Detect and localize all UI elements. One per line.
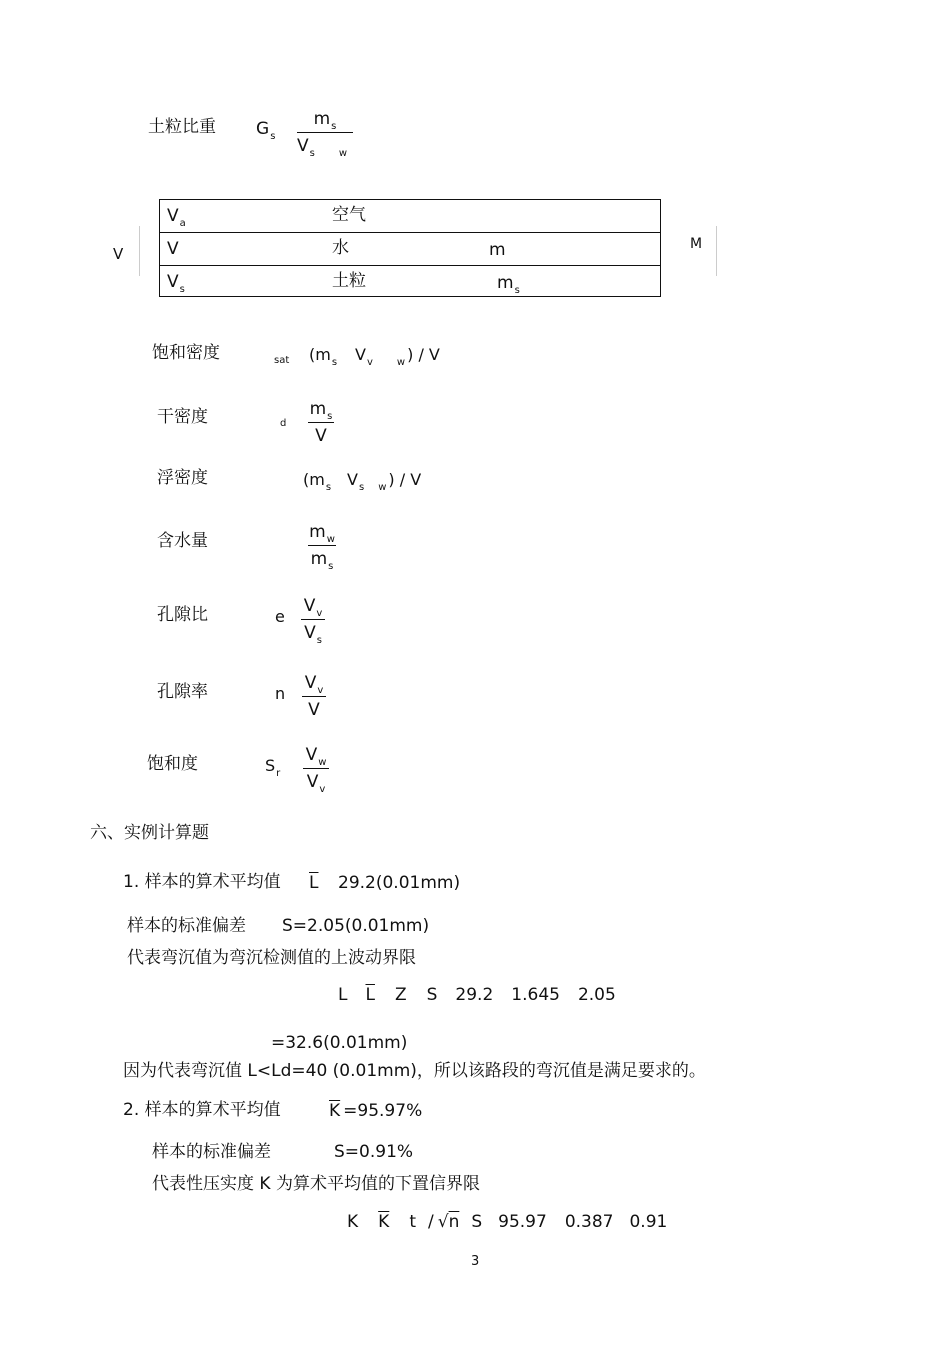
fraction-denominator: $V_s$ $_w$ bbox=[297, 136, 348, 159]
saturated-density-label: 饱和密度 bbox=[152, 343, 220, 363]
dry-density-label: 干密度 bbox=[157, 407, 208, 427]
fraction-numerator: $m_s$ bbox=[313, 109, 337, 132]
phase-row-water bbox=[160, 232, 660, 266]
mass-bracket bbox=[716, 226, 717, 276]
saturated-density-formula: ($m_s$ $V_v$ $_w$ ) / V bbox=[309, 345, 440, 368]
void-ratio-symbol: e bbox=[275, 607, 285, 626]
water-content-fraction: $m_w$ $m_s$ bbox=[309, 522, 335, 572]
dry-density-subscript: d bbox=[280, 418, 287, 429]
p2-equation: K $\overline{K}$ t / √n S 95.97 0.387 0.91 bbox=[347, 1212, 668, 1232]
dry-density-fraction: $m_s$ V bbox=[309, 399, 333, 446]
p2-definition: 代表性压实度 K 为算术平均值的下置信界限 bbox=[152, 1174, 480, 1194]
p1-equation: L $\overline{L}$ Z S 29.2 1.645 2.05 bbox=[338, 985, 616, 1005]
phase-mass-symbol: $m_s$ bbox=[497, 273, 520, 296]
specific-gravity-symbol: $G_s$ bbox=[256, 119, 276, 142]
saturated-density-subscript: sat bbox=[274, 355, 290, 366]
p1-conclusion: 因为代表弯沉值 L<Ld=40 (0.01mm)，所以该路段的弯沉值是满足要求的。 bbox=[123, 1061, 706, 1081]
phase-table bbox=[159, 199, 661, 297]
void-ratio-fraction: $V_v$ $V_s$ bbox=[301, 596, 325, 643]
p1-mean-symbol: $\overline{L}$ bbox=[309, 873, 319, 893]
phase-volume-symbol: $V_s$ bbox=[167, 272, 185, 295]
phase-volume-label: V bbox=[113, 245, 124, 263]
porosity-fraction: $V_v$ V bbox=[302, 673, 326, 720]
p1-definition: 代表弯沉值为弯沉检测值的上波动界限 bbox=[127, 948, 416, 968]
phase-name: 空气 bbox=[332, 205, 366, 225]
specific-gravity-label: 土粒比重 bbox=[148, 117, 216, 137]
phase-volume-symbol: $V_a$ bbox=[167, 206, 186, 229]
p1-result: =32.6(0.01mm) bbox=[271, 1033, 408, 1053]
phase-volume-symbol: V bbox=[167, 239, 179, 259]
phase-mass-label: M bbox=[690, 236, 703, 252]
p1-mean-label: 1. 样本的算术平均值 bbox=[123, 872, 281, 892]
p2-stddev-value: S=0.91% bbox=[334, 1142, 414, 1162]
p1-stddev-label: 样本的标准偏差 bbox=[127, 916, 246, 936]
saturation-fraction: $V_w$ $V_v$ bbox=[303, 745, 329, 792]
phase-mass-symbol: m bbox=[489, 240, 506, 260]
specific-gravity-fraction bbox=[297, 109, 353, 159]
buoyant-density-formula: ($m_s$ $V_s$ $_w$ ) / V bbox=[303, 470, 422, 493]
section-title: 六、实例计算题 bbox=[90, 823, 209, 843]
saturation-label: 饱和度 bbox=[147, 754, 198, 774]
buoyant-density-label: 浮密度 bbox=[157, 468, 208, 488]
porosity-label: 孔隙率 bbox=[157, 682, 208, 702]
porosity-symbol: n bbox=[275, 684, 286, 703]
phase-name: 水 bbox=[332, 238, 349, 258]
p2-mean-label: 2. 样本的算术平均值 bbox=[123, 1100, 281, 1120]
saturation-symbol: $S_r$ bbox=[265, 756, 281, 779]
phase-name: 土粒 bbox=[332, 271, 366, 291]
p1-mean-value: 29.2(0.01mm) bbox=[338, 873, 461, 893]
phase-row-solid bbox=[160, 266, 660, 298]
p2-mean-value: $\overline{K} =95.97\%$ bbox=[329, 1101, 423, 1121]
volume-bracket bbox=[139, 226, 140, 276]
water-content-label: 含水量 bbox=[157, 531, 208, 551]
page-number: 3 bbox=[471, 1254, 480, 1269]
void-ratio-label: 孔隙比 bbox=[157, 605, 208, 625]
p1-stddev-value: S=2.05(0.01mm) bbox=[282, 916, 430, 936]
p2-stddev-label: 样本的标准偏差 bbox=[152, 1142, 271, 1162]
phase-row-air bbox=[160, 200, 660, 232]
